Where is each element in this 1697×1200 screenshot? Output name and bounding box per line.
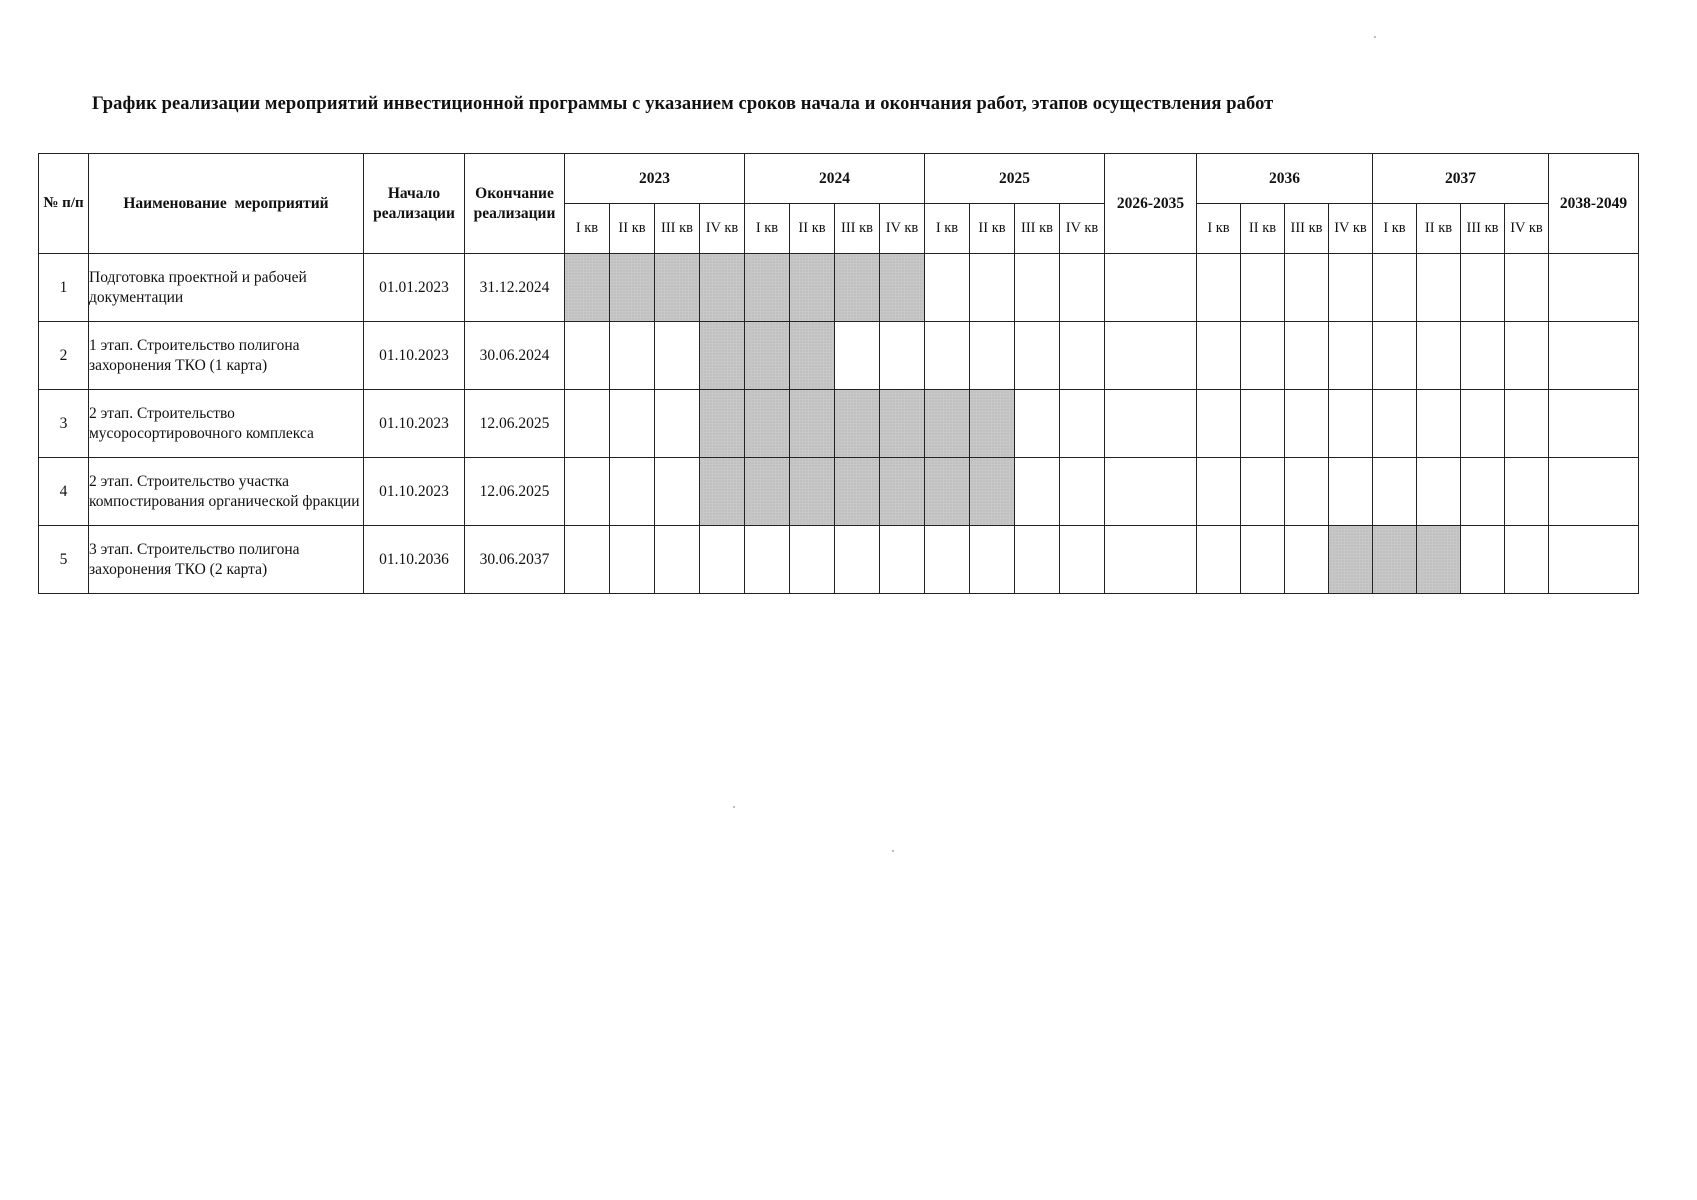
gantt-cell	[1461, 526, 1505, 594]
activity-name: 2 этап. Строительство мусоросортировочного комплекса	[89, 390, 364, 458]
gantt-cell	[565, 390, 610, 458]
quarter-header-2024-4: IV кв	[880, 204, 925, 254]
gantt-cell	[790, 526, 835, 594]
gantt-cell	[925, 322, 970, 390]
gantt-cell	[1549, 458, 1639, 526]
quarter-header-2036-3: III кв	[1285, 204, 1329, 254]
start-date: 01.01.2023	[364, 254, 465, 322]
gantt-cell-active	[1373, 526, 1417, 594]
gantt-cell	[1285, 526, 1329, 594]
gantt-cell	[970, 254, 1015, 322]
gantt-cell	[1417, 390, 1461, 458]
gantt-cell-active	[880, 254, 925, 322]
gantt-cell	[1285, 254, 1329, 322]
gantt-cell	[1417, 458, 1461, 526]
gantt-cell	[1241, 526, 1285, 594]
gantt-cell	[610, 390, 655, 458]
gantt-cell-active	[655, 254, 700, 322]
gantt-cell	[565, 526, 610, 594]
col-header-start: Начало реализации	[364, 154, 465, 254]
year-header-2023: 2023	[565, 154, 745, 204]
quarter-header-2036-2: II кв	[1241, 204, 1285, 254]
gantt-cell-active	[1329, 526, 1373, 594]
gantt-cell	[1329, 390, 1373, 458]
year-header-2026-2035: 2026-2035	[1105, 154, 1197, 254]
gantt-cell	[1241, 254, 1285, 322]
gantt-cell	[655, 322, 700, 390]
quarter-header-2025-3: III кв	[1015, 204, 1060, 254]
gantt-cell	[610, 458, 655, 526]
gantt-cell-active	[610, 254, 655, 322]
gantt-cell-active	[700, 322, 745, 390]
document-title: График реализации мероприятий инвестиционной программы с указанием сроков начала и окончания работ, этапов осуществления работ	[92, 94, 1274, 114]
gantt-cell	[1549, 526, 1639, 594]
gantt-cell-active	[1417, 526, 1461, 594]
gantt-cell	[1461, 254, 1505, 322]
gantt-cell-active	[880, 390, 925, 458]
gantt-cell-active	[745, 322, 790, 390]
quarter-header-2025-4: IV кв	[1060, 204, 1105, 254]
gantt-cell-active	[790, 390, 835, 458]
gantt-cell	[610, 526, 655, 594]
gantt-cell	[655, 390, 700, 458]
gantt-cell	[1060, 458, 1105, 526]
end-date: 30.06.2024	[465, 322, 565, 390]
row-number: 3	[39, 390, 89, 458]
table-row	[39, 390, 1639, 458]
gantt-cell	[970, 322, 1015, 390]
table-row	[39, 526, 1639, 594]
end-date: 30.06.2037	[465, 526, 565, 594]
start-date: 01.10.2023	[364, 458, 465, 526]
gantt-cell-active	[790, 322, 835, 390]
quarter-header-2037-1: I кв	[1373, 204, 1417, 254]
gantt-cell	[1105, 526, 1197, 594]
gantt-cell	[1060, 254, 1105, 322]
table-row	[39, 458, 1639, 526]
gantt-cell	[1197, 254, 1241, 322]
end-date: 31.12.2024	[465, 254, 565, 322]
gantt-cell	[1505, 458, 1549, 526]
gantt-cell	[1417, 254, 1461, 322]
activity-name: Подготовка проектной и рабочей документации	[89, 254, 364, 322]
gantt-cell	[1197, 526, 1241, 594]
gantt-cell-active	[700, 458, 745, 526]
quarter-header-2023-3: III кв	[655, 204, 700, 254]
gantt-cell	[1329, 254, 1373, 322]
gantt-cell	[1105, 458, 1197, 526]
quarter-header-2024-3: III кв	[835, 204, 880, 254]
year-header-2038-2049: 2038-2049	[1549, 154, 1639, 254]
gantt-cell	[1285, 322, 1329, 390]
gantt-cell-active	[835, 254, 880, 322]
gantt-cell	[1417, 322, 1461, 390]
row-number: 5	[39, 526, 89, 594]
gantt-cell-active	[925, 458, 970, 526]
gantt-cell	[1015, 322, 1060, 390]
end-date: 12.06.2025	[465, 390, 565, 458]
table-row	[39, 322, 1639, 390]
gantt-cell	[1505, 254, 1549, 322]
quarter-header-2023-2: II кв	[610, 204, 655, 254]
gantt-cell	[1015, 254, 1060, 322]
gantt-cell	[880, 322, 925, 390]
gantt-cell	[1505, 526, 1549, 594]
row-number: 1	[39, 254, 89, 322]
gantt-cell-active	[745, 254, 790, 322]
quarter-header-2025-1: I кв	[925, 204, 970, 254]
gantt-cell	[1197, 390, 1241, 458]
gantt-cell	[1015, 390, 1060, 458]
gantt-cell	[1373, 458, 1417, 526]
gantt-cell-active	[970, 390, 1015, 458]
quarter-header-2036-1: I кв	[1197, 204, 1241, 254]
quarter-header-2023-1: I кв	[565, 204, 610, 254]
gantt-cell	[880, 526, 925, 594]
gantt-cell	[1015, 458, 1060, 526]
quarter-header-2037-4: IV кв	[1505, 204, 1549, 254]
gantt-cell	[1505, 390, 1549, 458]
gantt-cell	[1241, 322, 1285, 390]
quarter-header-2024-2: II кв	[790, 204, 835, 254]
gantt-cell	[970, 526, 1015, 594]
col-header-name: Наименование мероприятий	[89, 154, 364, 254]
quarter-header-2037-2: II кв	[1417, 204, 1461, 254]
gantt-cell	[1505, 322, 1549, 390]
gantt-cell	[745, 526, 790, 594]
gantt-cell-active	[565, 254, 610, 322]
quarter-header-2025-2: II кв	[970, 204, 1015, 254]
gantt-cell	[1105, 390, 1197, 458]
gantt-cell-active	[970, 458, 1015, 526]
start-date: 01.10.2023	[364, 322, 465, 390]
gantt-cell	[1060, 390, 1105, 458]
activity-name: 3 этап. Строительство полигона захоронения ТКО (2 карта)	[89, 526, 364, 594]
gantt-cell	[1197, 458, 1241, 526]
quarter-header-2037-3: III кв	[1461, 204, 1505, 254]
gantt-cell	[1329, 458, 1373, 526]
schedule-table	[38, 153, 1639, 594]
gantt-cell	[1329, 322, 1373, 390]
start-date: 01.10.2036	[364, 526, 465, 594]
gantt-cell	[655, 458, 700, 526]
gantt-cell-active	[745, 458, 790, 526]
gantt-cell	[565, 458, 610, 526]
end-date: 12.06.2025	[465, 458, 565, 526]
gantt-cell-active	[700, 254, 745, 322]
row-number: 4	[39, 458, 89, 526]
gantt-cell	[610, 322, 655, 390]
gantt-cell	[700, 526, 745, 594]
quarter-header-2024-1: I кв	[745, 204, 790, 254]
gantt-cell	[1373, 322, 1417, 390]
gantt-cell	[1285, 458, 1329, 526]
gantt-cell	[1105, 254, 1197, 322]
gantt-cell	[835, 526, 880, 594]
activity-name: 1 этап. Строительство полигона захоронения ТКО (1 карта)	[89, 322, 364, 390]
gantt-cell-active	[745, 390, 790, 458]
gantt-cell-active	[880, 458, 925, 526]
gantt-cell	[1461, 322, 1505, 390]
gantt-cell	[1285, 390, 1329, 458]
gantt-cell	[1549, 254, 1639, 322]
gantt-cell	[1373, 254, 1417, 322]
gantt-cell	[565, 322, 610, 390]
year-header-2025: 2025	[925, 154, 1105, 204]
gantt-cell	[1241, 390, 1285, 458]
table-row	[39, 254, 1639, 322]
gantt-cell	[1461, 458, 1505, 526]
gantt-cell	[1549, 322, 1639, 390]
gantt-cell	[835, 322, 880, 390]
gantt-cell	[655, 526, 700, 594]
gantt-cell	[1197, 322, 1241, 390]
gantt-cell-active	[790, 254, 835, 322]
quarter-header-2036-4: IV кв	[1329, 204, 1373, 254]
gantt-cell-active	[835, 390, 880, 458]
gantt-cell-active	[925, 390, 970, 458]
col-header-end: Окончание реализации	[465, 154, 565, 254]
gantt-cell	[1105, 322, 1197, 390]
start-date: 01.10.2023	[364, 390, 465, 458]
year-header-2037: 2037	[1373, 154, 1549, 204]
gantt-cell	[1241, 458, 1285, 526]
gantt-cell	[1373, 390, 1417, 458]
gantt-cell	[1461, 390, 1505, 458]
year-header-2024: 2024	[745, 154, 925, 204]
activity-name: 2 этап. Строительство участка компостирования органической фракции	[89, 458, 364, 526]
gantt-cell-active	[700, 390, 745, 458]
gantt-cell	[1015, 526, 1060, 594]
year-header-2036: 2036	[1197, 154, 1373, 204]
gantt-cell	[925, 254, 970, 322]
col-header-num: № п/п	[39, 154, 89, 254]
gantt-cell	[1549, 390, 1639, 458]
gantt-cell-active	[790, 458, 835, 526]
gantt-cell	[1060, 526, 1105, 594]
gantt-cell-active	[835, 458, 880, 526]
gantt-cell	[925, 526, 970, 594]
row-number: 2	[39, 322, 89, 390]
quarter-header-2023-4: IV кв	[700, 204, 745, 254]
gantt-cell	[1060, 322, 1105, 390]
